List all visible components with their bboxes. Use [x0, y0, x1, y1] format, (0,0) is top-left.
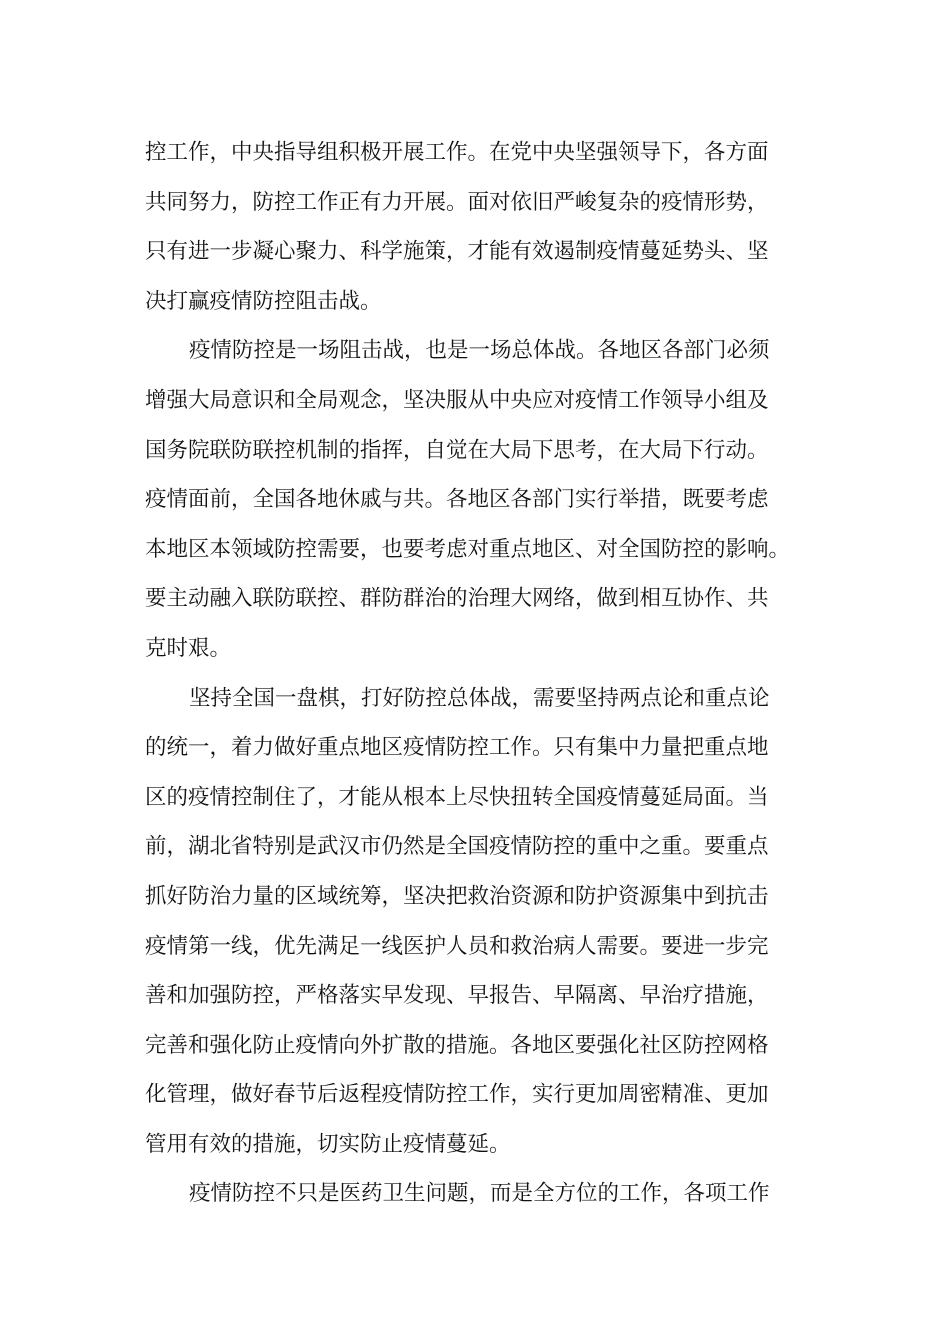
text-line: 坚持全国一盘棋，打好防控总体战，需要坚持两点论和重点论 [189, 685, 770, 711]
text-line: 疫情防控是一场阻击战，也是一场总体战。各地区各部门必须 [189, 338, 770, 364]
paragraph-4 [145, 1169, 825, 1219]
text-line: 共同努力，防控工作正有力开展。面对依旧严峻复杂的疫情形势， [145, 189, 769, 215]
text-line: 决打赢疫情防控阻击战。 [145, 288, 382, 314]
text-line: 完善和强化防止疫情向外扩散的措施。各地区要强化社区防控网格 [145, 1032, 769, 1058]
paragraph-1 [145, 128, 825, 326]
text-line: 只有进一步凝心聚力、科学施策，才能有效遏制疫情蔓延势头、坚 [145, 239, 769, 265]
text-line: 的统一，着力做好重点地区疫情防控工作。只有集中力量把重点地 [145, 735, 769, 761]
text-line: 国务院联防联控机制的指挥，自觉在大局下思考，在大局下行动。 [145, 437, 769, 463]
text-line: 善和加强防控，严格落实早发现、早报告、早隔离、早治疗措施， [145, 983, 769, 1009]
text-line: 管用有效的措施，切实防止疫情蔓延。 [145, 1131, 511, 1157]
text-line: 疫情第一线，优先满足一线医护人员和救治病人需要。要进一步完 [145, 933, 769, 959]
text-line: 增强大局意识和全局观念，坚决服从中央应对疫情工作领导小组及 [145, 387, 769, 413]
text-line: 区的疫情控制住了，才能从根本上尽快扭转全国疫情蔓延局面。当 [145, 784, 769, 810]
paragraph-3 [145, 674, 825, 1170]
document-page [145, 128, 825, 1219]
text-line: 前，湖北省特别是武汉市仍然是全国疫情防控的重中之重。要重点 [145, 834, 769, 860]
text-line: 克时艰。 [145, 635, 232, 661]
text-line: 抓好防治力量的区域统筹，坚决把救治资源和防护资源集中到抗击 [145, 883, 769, 909]
text-line: 控工作，中央指导组积极开展工作。在党中央坚强领导下，各方面 [145, 140, 769, 165]
text-line: 疫情防控不只是医药卫生问题，而是全方位的工作，各项工作 [189, 1181, 770, 1207]
text-line: 疫情面前，全国各地休戚与共。各地区各部门实行举措，既要考虑 [145, 487, 769, 513]
text-line: 要主动融入联防联控、群防群治的治理大网络，做到相互协作、共 [145, 586, 769, 612]
paragraph-2 [145, 326, 825, 673]
text-line: 化管理，做好春节后返程疫情防控工作，实行更加周密精准、更加 [145, 1082, 769, 1108]
text-line: 本地区本领域防控需要，也要考虑对重点地区、对全国防控的影响。 [145, 536, 791, 562]
